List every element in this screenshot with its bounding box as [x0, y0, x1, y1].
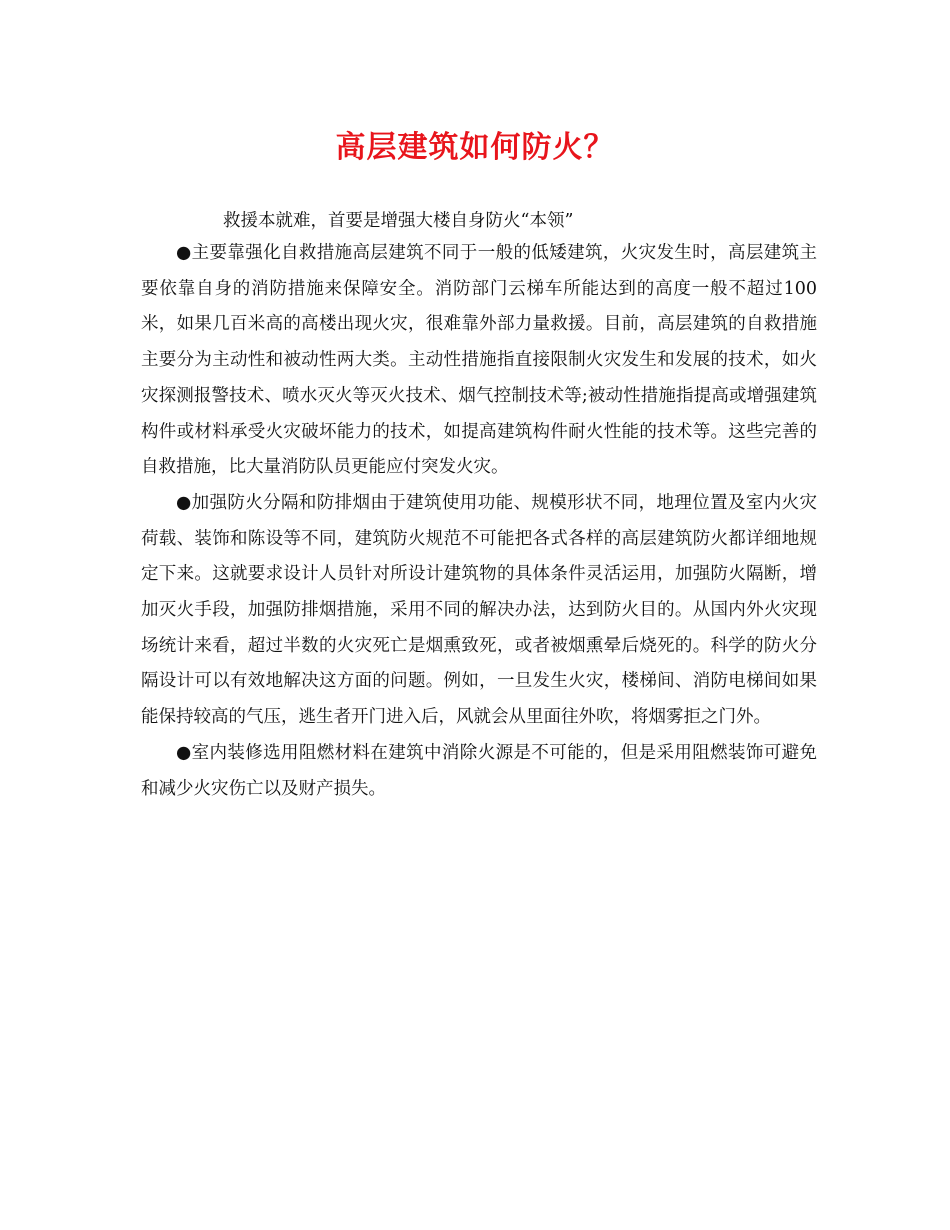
document-title: 高层建筑如何防火？: [335, 130, 615, 165]
document-body: [141, 236, 817, 807]
paragraph-self-rescue: ●主要靠强化自救措施高层建筑不同于一般的低矮建筑，火灾发生时，高层建筑主要依靠自身的消防措施来保障安全。消防部门云梯车所能达到的高度一般不超过100米，如果几百米高的高楼出现火灾，很难靠外部力量救援。目前，高层建筑的自救措施主要分为主动性和被动性两大类。主动性措施指直接限制火灾发生和发展的技术，如火灾探测报警技术、喷水灭火等灭火技术、烟气控制技术等;被动性措施指提高或增强建筑构件或材料承受火灾破坏能力的技术，如提高建筑构件耐火性能的技术等。这些完善的自救措施，比大量消防队员更能应付突发火灾。: [141, 243, 817, 478]
paragraph-fire-separation: ●加强防火分隔和防排烟由于建筑使用功能、规模形状不同，地理位置及室内火灾荷载、装饰和陈设等不同，建筑防火规范不可能把各式各样的高层建筑防火都详细地规定下来。这就要求设计人员针对所设计建筑物的具体条件灵活运用，加强防火隔断，增加灭火手段，加强防排烟措施，采用不同的解决办法，达到防火目的。从国内外火灾现场统计来看，超过半数的火灾死亡是烟熏致死，或者被烟熏晕后烧死的。科学的防火分隔设计可以有效地解决这方面的问题。例如，一旦发生火灾，楼梯间、消防电梯间如果能保持较高的气压，逃生者开门进入后，风就会从里面往外吹，将烟雾拒之门外。: [141, 492, 817, 728]
paragraph-flame-retardant: ●室内装修选用阻燃材料在建筑中消除火源是不可能的，但是采用阻燃装饰可避免和减少火灾伤亡以及财产损失。: [141, 742, 817, 799]
document-subtitle: 救援本就难，首要是增强大楼自身防火“本领”: [223, 211, 574, 231]
